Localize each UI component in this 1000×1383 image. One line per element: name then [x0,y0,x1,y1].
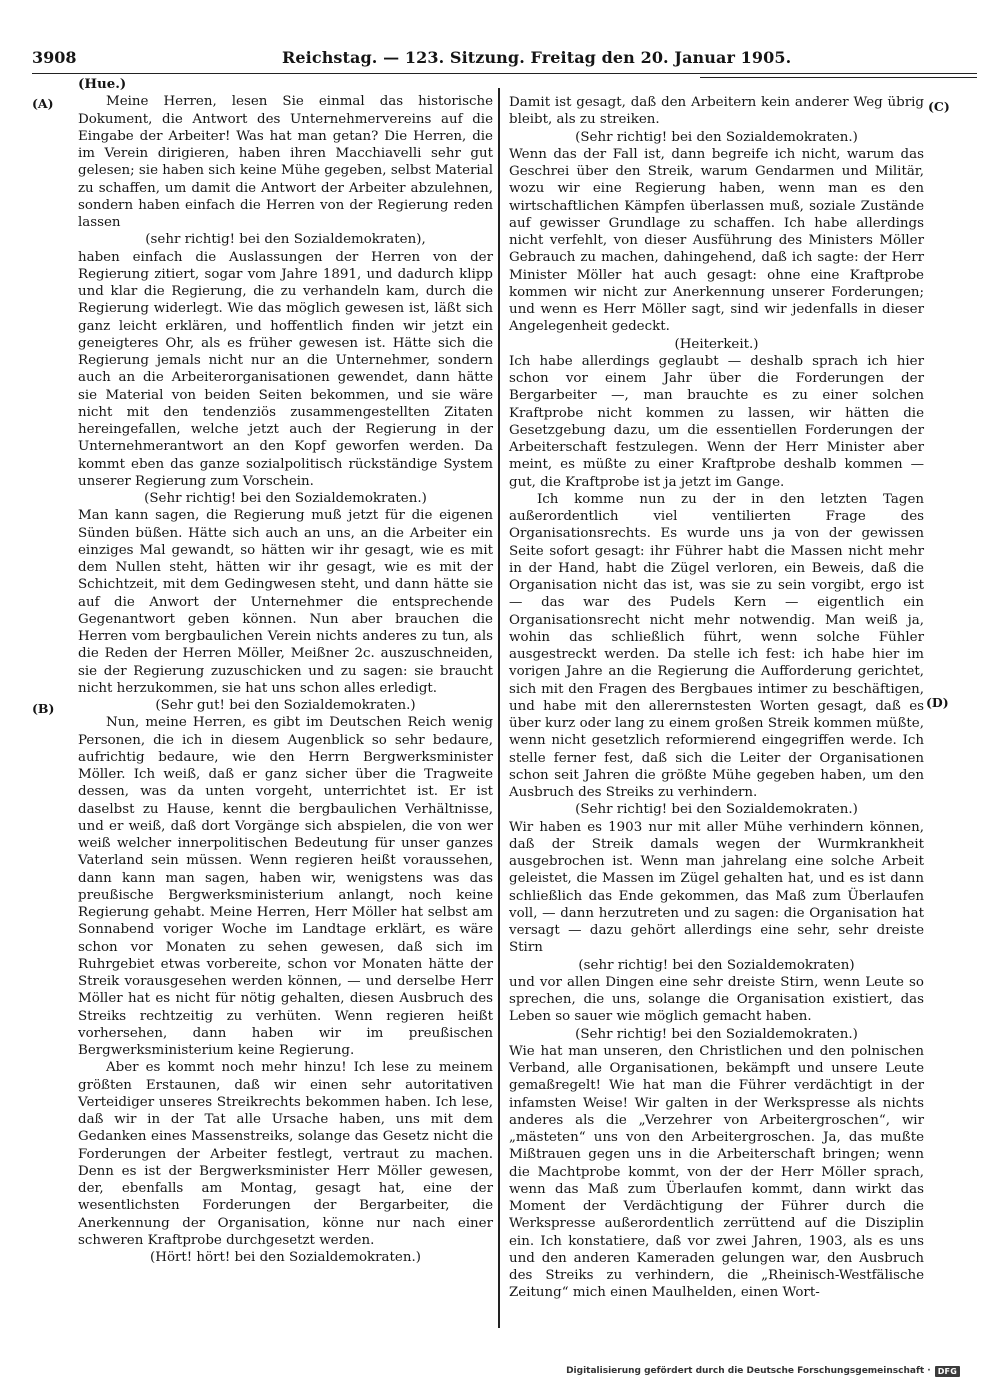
paragraph: Damit ist gesagt, daß den Arbeitern kein anderer Weg übrig bleibt, als zu streiken. [509,95,924,128]
speaker-label: (Hue.) [78,76,127,92]
footer-text: Digitalisierung gefördert durch die Deutsche Forschungsgemeinschaft · [566,1366,931,1376]
interjection: (sehr richtig! bei den Sozialdemokraten) [578,957,855,973]
paragraph: Wenn das der Fall ist, dann begreife ich nicht, warum das Geschrei über den Streik, warum Gendarmen und Militär, wozu wir eine Regierung haben, wenn man es den wirtschaftlichen Kämpfen überlassen muß, soziale Zustände auf gewisser Grundlage zu schaffen. Ich habe allerdings nicht verfehlt, von dieser Ausführung des Ministers Möller Gebrauch zu machen, dahingehend, daß ich sagte: der Herr Minister Möller hat auch gesagt: ohne eine Kraftprobe kommen wir nicht zur Anerkennung unserer Forderungen; und wenn es Herr Möller sagt, sind wir jedenfalls in dieser Angelegenheit gedeckt. [509,146,924,335]
paragraph: haben einfach die Auslassungen der Herren von der Regierung zitiert, sogar vom Jahre 1891, und dadurch klipp und klar die Regierung, die zu verhandeln kam, durch die Regierung widerlegt. Wie das möglich gewesen ist, läßt sich ganz leicht erklären, und hoffentlich finden wir jetzt ein geneigteres Ohr, als es früher gewesen ist. Hätte sich die Regierung jemals nicht nur an die Unternehmer, sondern auch an die Arbeiterorganisationen gewendet, dann hätte sie Material von beiden Seiten bekommen, und sie wäre nicht mit den tendenziös zusammengestellten Zitaten hereingefallen, welche jetzt auch der Regierung in der Unternehmerantwort an den Kopf geworfen werden. Da kommt eben das ganze sozialpolitisch rückständige System unserer Regierung zum Vorschein. [78,249,493,489]
header-rule-secondary [700,77,977,78]
page-number: 3908 [32,48,77,67]
header-rule [32,73,977,74]
paragraph: Meine Herren, lesen Sie einmal das historische Dokument, die Antwort des Unternehmervereins auf die Eingabe der Arbeiter! Was hat man getan? Die Herren, die im Verein dirigieren, haben ihren Macchiavelli sehr gut gelesen; sie haben sich keine Mühe gegeben, selbst Material zu schaffen, um damit die Antwort der Arbeiter abzulehnen, sondern haben einfach die Herren von der Regierung reden lassen [78,94,493,230]
interjection: (Sehr gut! bei den Sozialdemokraten.) [155,698,416,713]
interjection: (sehr richtig! bei den Sozialdemokraten), [145,232,426,248]
paragraph: Aber es kommt noch mehr hinzu! Ich lese zu meinem größten Erstaunen, daß wir einen sehr autoritativen Verteidiger unseres Streikrechts bekommen haben. Ich lese, daß wir in der Tat alle Ursache haben, uns mit dem Gedanken eines Massenstreiks, solange das Gesetz nicht die Forderungen der Arbeiter festlegt, vertraut zu machen. Denn es ist der Bergwerksminister Herr Möller gewesen, der, ebenfalls am Montag, gesagt hat, eine der wesentlichsten Forderungen der Bergarbeiter, die Anerkennung der Organisation, könne nur nach einer schweren Kraftprobe durchgesetzt werden. [78,1060,493,1248]
interjection: (Hört! hört! bei den Sozialdemokraten.) [150,1250,421,1265]
margin-marker-a: (A) [32,96,54,111]
right-column [509,94,924,1302]
paragraph: Wie hat man unseren, den Christlichen und den polnischen Verband, alle Organisationen, bekämpft und unsere Leute gemaßregelt! Wie hat man die Führer verdächtigt in der infamsten Weise! Wir galten in der Werkspresse als nichts anderes als die „Verzehrer von Arbeitergroschen“, wir „mästeten“ uns von den Arbeitergroschen. Ja, das mußte Mißtrauen gegen uns in die Arbeiterschaft bringen; wenn die Machtprobe kommt, von der der Herr Möller sprach, wenn das Maß zum Überlaufen kommt, dann wirkt das Moment der Verdächtigung der Führer durch die Werkspresse außerordentlich zerrüttend auf die Disziplin ein. Ich konstatiere, daß vor zwei Jahren, 1903, als es uns und den anderen Kameraden gelungen war, den Ausbruch des Streiks zu verhindern, die „Rheinisch-Westfälische Zeitung“ mich einen Maulhelden, einen Wort- [509,1043,924,1301]
digitization-footer [566,1364,960,1378]
running-head: Reichstag. — 123. Sitzung. Freitag den 20. Januar 1905. [282,48,792,67]
margin-marker-d: (D) [926,695,949,710]
left-column [78,76,493,1266]
margin-marker-c: (C) [928,99,950,114]
margin-marker-b: (B) [32,701,55,716]
paragraph: Ich komme nun zu der in den letzten Tagen außerordentlich viel ventilierten Frage des Organisationsrechts. Es wurde uns ja von der gewissen Seite sofort gesagt: ihr Führer habt die Massen nicht mehr in der Hand, habt die Zügel verloren, ein Beweis, daß die Organisation nicht das ist, was sie zu sein vorgibt, ergo ist — das war des Pudels Kern — eigentlich ein Organisationsrecht nicht mehr notwendig. Man weiß ja, wohin das schließlich führt, wenn solche Fühler ausgestreckt werden. Da stelle ich fest: ich habe hier im vorigen Jahre an die Regierung die Aufforderung gerichtet, sich mit den Fragen des Bergbaues intimer zu beschäftigen, und habe mit den allerernstesten Worten gesagt, daß es über kurz oder lang zu einem großen Streik kommen müßte, wenn nicht gesetzlich reformierend eingegriffen werde. Ich stelle ferner fest, daß sich die Leiter der Organisationen schon seit Jahren die größte Mühe gegeben haben, um den Ausbruch des Streiks zu verhindern. [509,491,924,800]
interjection: (Sehr richtig! bei den Sozialdemokraten.) [575,129,858,145]
paragraph: Ich habe allerdings geglaubt — deshalb sprach ich hier schon vor einem Jahr über die Forderungen der Bergarbeiter —, man brauchte es zu einer solchen Kraftprobe nicht kommen zu lassen, wir hätten die Gesetzgebung dazu, um die essentiellen Forderungen der Arbeiterschaft festzulegen. Wenn der Herr Minister aber meint, es müßte zu einer Kraftprobe deshalb kommen — gut, die Kraftprobe ist ja jetzt im Gange. [509,353,924,490]
paragraph: Wir haben es 1903 nur mit aller Mühe verhindern können, daß der Streik damals wegen der Wurmkrankheit ausgebrochen ist. Wenn man jahrelang eine solche Arbeit geleistet, die Massen im Zügel gehalten hat, und es ist dann schließlich das Ende gekommen, das Maß zum Überlaufen voll, — dann herzutreten und zu sagen: die Organisation hat versagt — dazu gehört allerdings eine sehr, sehr dreiste Stirn [509,819,924,956]
paragraph: Nun, meine Herren, es gibt im Deutschen Reich wenig Personen, die ich in diesem Augenblick so sehr bedaure, aufrichtig bedaure, wie den Herrn Bergwerksminister Möller. Ich weiß, daß er ganz sicher über die Tragweite dessen, was da unten vorgeht, unterrichtet ist. Er ist daselbst zu Hause, kennt die bergbaulichen Verhältnisse, und er weiß, daß dort Vorgänge sich abspielen, die von wer weiß welcher innerpolitischen Bedeutung für unser ganzes Vaterland sein müssen. Wenn regieren heißt voraussehen, dann kann man sagen, haben wir, wenigstens was das preußische Bergwerksministerium anlangt, noch keine Regierung gehabt. Meine Herren, Herr Möller hat selbst am Sonnabend voriger Woche im Landtage erklärt, es wäre schon vor Monaten zu sehen gewesen, daß sich im Ruhrgebiet etwas vorbereite, schon vor Monaten hätte der Streik vorausgesehen werden können, — und derselbe Herr Möller hat es nicht für nötig gehalten, diesen Ausbruch des Streiks rechtzeitig zu verhüten. Wenn regieren heißt vorhersehen, dann haben wir im preußischen Bergwerksministerium keine Regierung. [78,715,493,1058]
paragraph: Man kann sagen, die Regierung muß jetzt für die eigenen Sünden büßen. Hätte sich auch an uns, an die Arbeiter ein einziges Mal gewandt, so hätten wir ihr gesagt, wie es mit dem Nullen steht, hätten wir ihr gesagt, wie es mit der Schichtzeit, mit dem Gedingwesen steht, und dann hätte sie auf die Anwort der Unternehmer die entsprechende Gegenantwort geben können. Nun aber brauchen die Herren vom bergbaulichen Verein nichts anderes zu tun, als die Reden der Herren Möller, Meißner 2c. auszuschneiden, sie der Regierung zuzuschicken und zu sagen: sie braucht nicht herzukommen, sie hat uns schon alles erledigt. [78,508,493,696]
dfg-logo: DFG [935,1366,960,1377]
paragraph: und vor allen Dingen eine sehr dreiste Stirn, wenn Leute so sprechen, die uns, solange die Organisation existiert, das Leben so sauer wie möglich gemacht haben. [509,974,924,1025]
interjection: (Sehr richtig! bei den Sozialdemokraten.) [575,802,858,818]
interjection: (Sehr richtig! bei den Sozialdemokraten.) [144,491,427,506]
interjection: (Heiterkeit.) [674,336,759,352]
interjection: (Sehr richtig! bei den Sozialdemokraten.) [575,1026,858,1042]
page-header [32,48,977,70]
column-divider [498,88,500,1328]
